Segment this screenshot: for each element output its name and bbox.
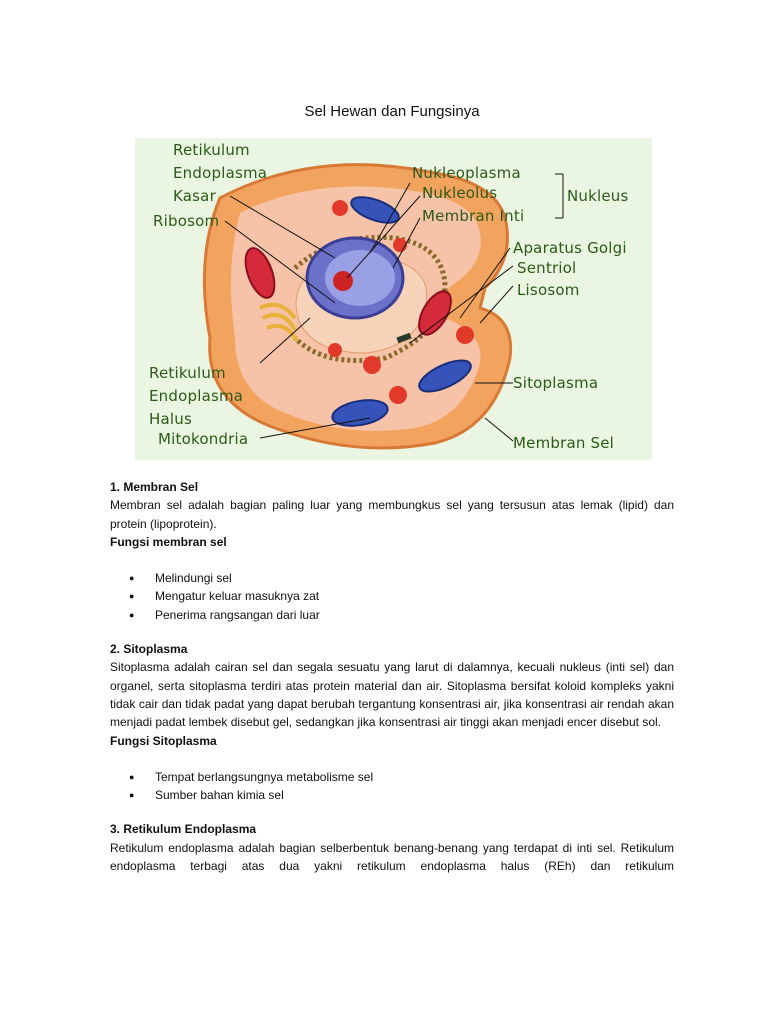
label-nukleoplasma: Nukleoplasma <box>412 164 521 182</box>
label-mitokondria: Mitokondria <box>158 430 249 448</box>
function-heading-membran: Fungsi membran sel <box>110 534 227 549</box>
animal-cell-diagram <box>135 138 652 460</box>
function-list-sitoplasma <box>110 768 674 805</box>
bullet-icon: ● <box>129 790 135 801</box>
label-nukleolus: Nukleolus <box>422 184 498 202</box>
list-item: ● Tempat berlangsungnya metabolisme sel <box>110 768 674 786</box>
label-aparatus-golgi: Aparatus Golgi <box>513 239 627 257</box>
label-re-kasar-line2: Endoplasma <box>173 164 268 182</box>
label-ribosom: Ribosom <box>153 212 220 230</box>
section-paragraph-membran: Membran sel adalah bagian paling luar yang membungkus sel yang tersusun atas lemak (lipid) dan protein (lipoprotein). <box>110 498 674 531</box>
function-heading-sitoplasma: Fungsi Sitoplasma <box>110 733 217 748</box>
label-re-kasar-line1: Retikulum <box>173 141 250 159</box>
section-paragraph-retikulum: Retikulum endoplasma adalah bagian selberbentuk benang-benang yang terdapat di inti sel. Retikulum endoplasma terbagi atas dua yakni retikulum endoplasma halus (REh) dan retikulum <box>110 840 674 874</box>
label-membran-inti: Membran Inti <box>422 207 525 225</box>
section-heading-retikulum: 3. Retikulum Endoplasma <box>110 822 257 837</box>
function-list-membran <box>110 569 674 624</box>
list-item: ● Penerima rangsangan dari luar <box>110 606 674 624</box>
section-heading-membran: 1. Membran Sel <box>110 480 199 494</box>
label-re-halus-line3: Halus <box>149 410 192 428</box>
bullet-icon: ● <box>129 609 135 620</box>
label-re-halus-line2: Endoplasma <box>149 387 244 405</box>
label-sitoplasma: Sitoplasma <box>513 374 599 392</box>
page-title: Sel Hewan dan Fungsinya <box>304 103 480 120</box>
lysosome-shape <box>328 343 342 357</box>
label-membran-sel: Membran Sel <box>513 434 615 452</box>
lysosome-shape <box>389 386 407 404</box>
label-nukleus: Nukleus <box>567 187 629 205</box>
lysosome-shape <box>363 356 381 374</box>
label-re-halus-line1: Retikulum <box>149 364 226 382</box>
list-item: ● Sumber bahan kimia sel <box>110 786 674 804</box>
lysosome-shape <box>456 326 474 344</box>
list-item: ● Mengatur keluar masuknya zat <box>110 587 674 605</box>
label-sentriol: Sentriol <box>517 259 577 277</box>
bullet-icon: ● <box>129 573 135 584</box>
article-body <box>110 478 674 875</box>
label-lisosom: Lisosom <box>517 281 580 299</box>
section-heading-sitoplasma: 2. Sitoplasma <box>110 642 188 657</box>
bullet-icon: ● <box>129 591 135 602</box>
bullet-icon: ● <box>129 771 135 782</box>
list-item: ● Melindungi sel <box>110 569 674 587</box>
lysosome-shape <box>332 200 348 216</box>
animal-cell-illustration <box>135 138 652 460</box>
label-re-kasar-line3: Kasar <box>173 187 216 205</box>
section-paragraph-sitoplasma: Sitoplasma adalah cairan sel dan segala sesuatu yang larut di dalamnya, kecuali nukleus (inti sel) dan organel, serta sitoplasma terdiri atas protein material dan air. Sitoplasma bersifat koloid kompleks yakni tidak cair dan tidak padat yang dapat berubah tergantung konsentrasi air, jika konsentrasi air rendah akan menjadi padat lembek disebut gel, sedangkan jika konsentrasi air tinggi akan menjadi encer disebut sol. <box>110 660 674 730</box>
